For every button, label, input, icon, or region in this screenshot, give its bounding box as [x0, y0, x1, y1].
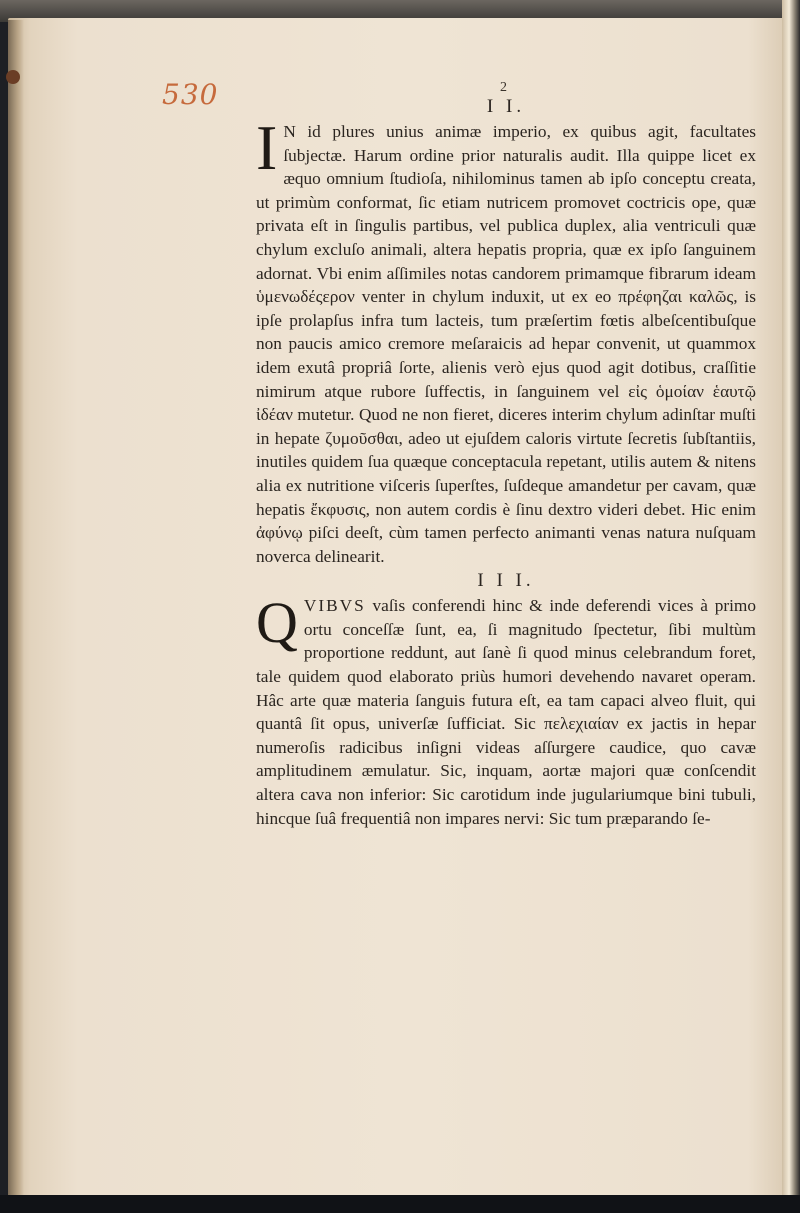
- main-text-block: [256, 94, 756, 830]
- handwritten-page-number: 530: [162, 78, 219, 111]
- binding-stain-mark: [6, 70, 20, 84]
- scan-bottom-edge: [0, 1195, 800, 1213]
- section-numeral: I I I.: [477, 570, 535, 592]
- page-gutter: [8, 20, 24, 1195]
- section-paragraph: [256, 590, 756, 830]
- drop-capital: Q: [256, 590, 298, 656]
- paragraph-text: vaſis conferendi hinc & inde deferendi vices à primo ortu conceſſæ ſunt, ea, ſi magnitudo ſpectetur, ſibi multùm proportione reddunt, aut ſanè ſi quod minus celebrandum foret, tale quidem quod elaborato priùs humori devehendo navaret operam. Hâc arte quæ materia ſanguis futura eſt, ea tam capaci alveo fluit, qui quantâ ſit opus, univerſæ ſufficiat. Sic πελεχιαίαν ex jactis in hepar numeroſis radicibus inſigni videas aſſurgere caudice, quo cavæ amplitudinem æmulatur. Sic, inquam, aortæ majori quæ conſcendit altera cava non inferior: Sic carotidum inde jugulariumque bini tubuli, hincque ſuâ frequentiâ non impares nervi: Sic tum præparando ſe-: [256, 596, 756, 828]
- page-right-edge: [782, 0, 800, 1213]
- drop-capital: I: [256, 112, 278, 183]
- opening-capitals: VIBVS: [303, 596, 366, 616]
- signature-mark: 2: [500, 80, 507, 95]
- section-paragraph: [256, 112, 756, 568]
- paragraph-text: N id plures unius animæ imperio, ex quibus agit, facultates ſubjectæ. Harum ordine prior naturalis audit. Illa quippe licet ex æquo omnium ſtudioſa, nihilominus tamen ab ipſo conceptu creata, ut primùm conformat, ſic etiam nutricem promovet coctricis ope, quæ privata eſt in ſingulis partibus, vel publica duplex, alia ventriculi quæ chylum excluſo animali, altera hepatis propria, quæ ex ipſo ſanguinem adornat. Vbi enim aſſimiles notas candorem primamque fibrarum ideam ὑμενωδέςερον venter in chylum induxit, ut ex eo πρέφηζαι καλῶς, is ipſe prolapſus infra tum lacteis, tum præſertim fœtis albeſcentibuſque non paucis amico cremore meſaraicis ad hepar convenit, ut quammox idem exutâ propriâ ſorte, alienis verò ejus quod agit dotibus, craſſitie nimirum atque rubore ſuffectis, in ſanguinem vel εἰς ὁμοίαν ἑαυτῷ ἰδέαν mutetur. Quod ne non fieret, diceres interim chylum adinſtar muſti in hepate ζυμοῦσθαι, adeo ut ejuſdem caloris virtute ſecretis ſubſtantiis, inutiles quidem ſua quæque conceptacula repetant, utilis autem & nitens alia ex nutritione viſceris ſuperſtes, ſuſdeque amandetur per cavam, quæ hepatis ἔκφυσις, non autem cordis è ſinu dextro videri debet. Hic enim ἀφύνῳ piſci deeſt, cùm tamen perfecto animanti venas natura nuſquam noverca delinearit.: [256, 122, 756, 566]
- section-numeral: I I.: [486, 96, 526, 117]
